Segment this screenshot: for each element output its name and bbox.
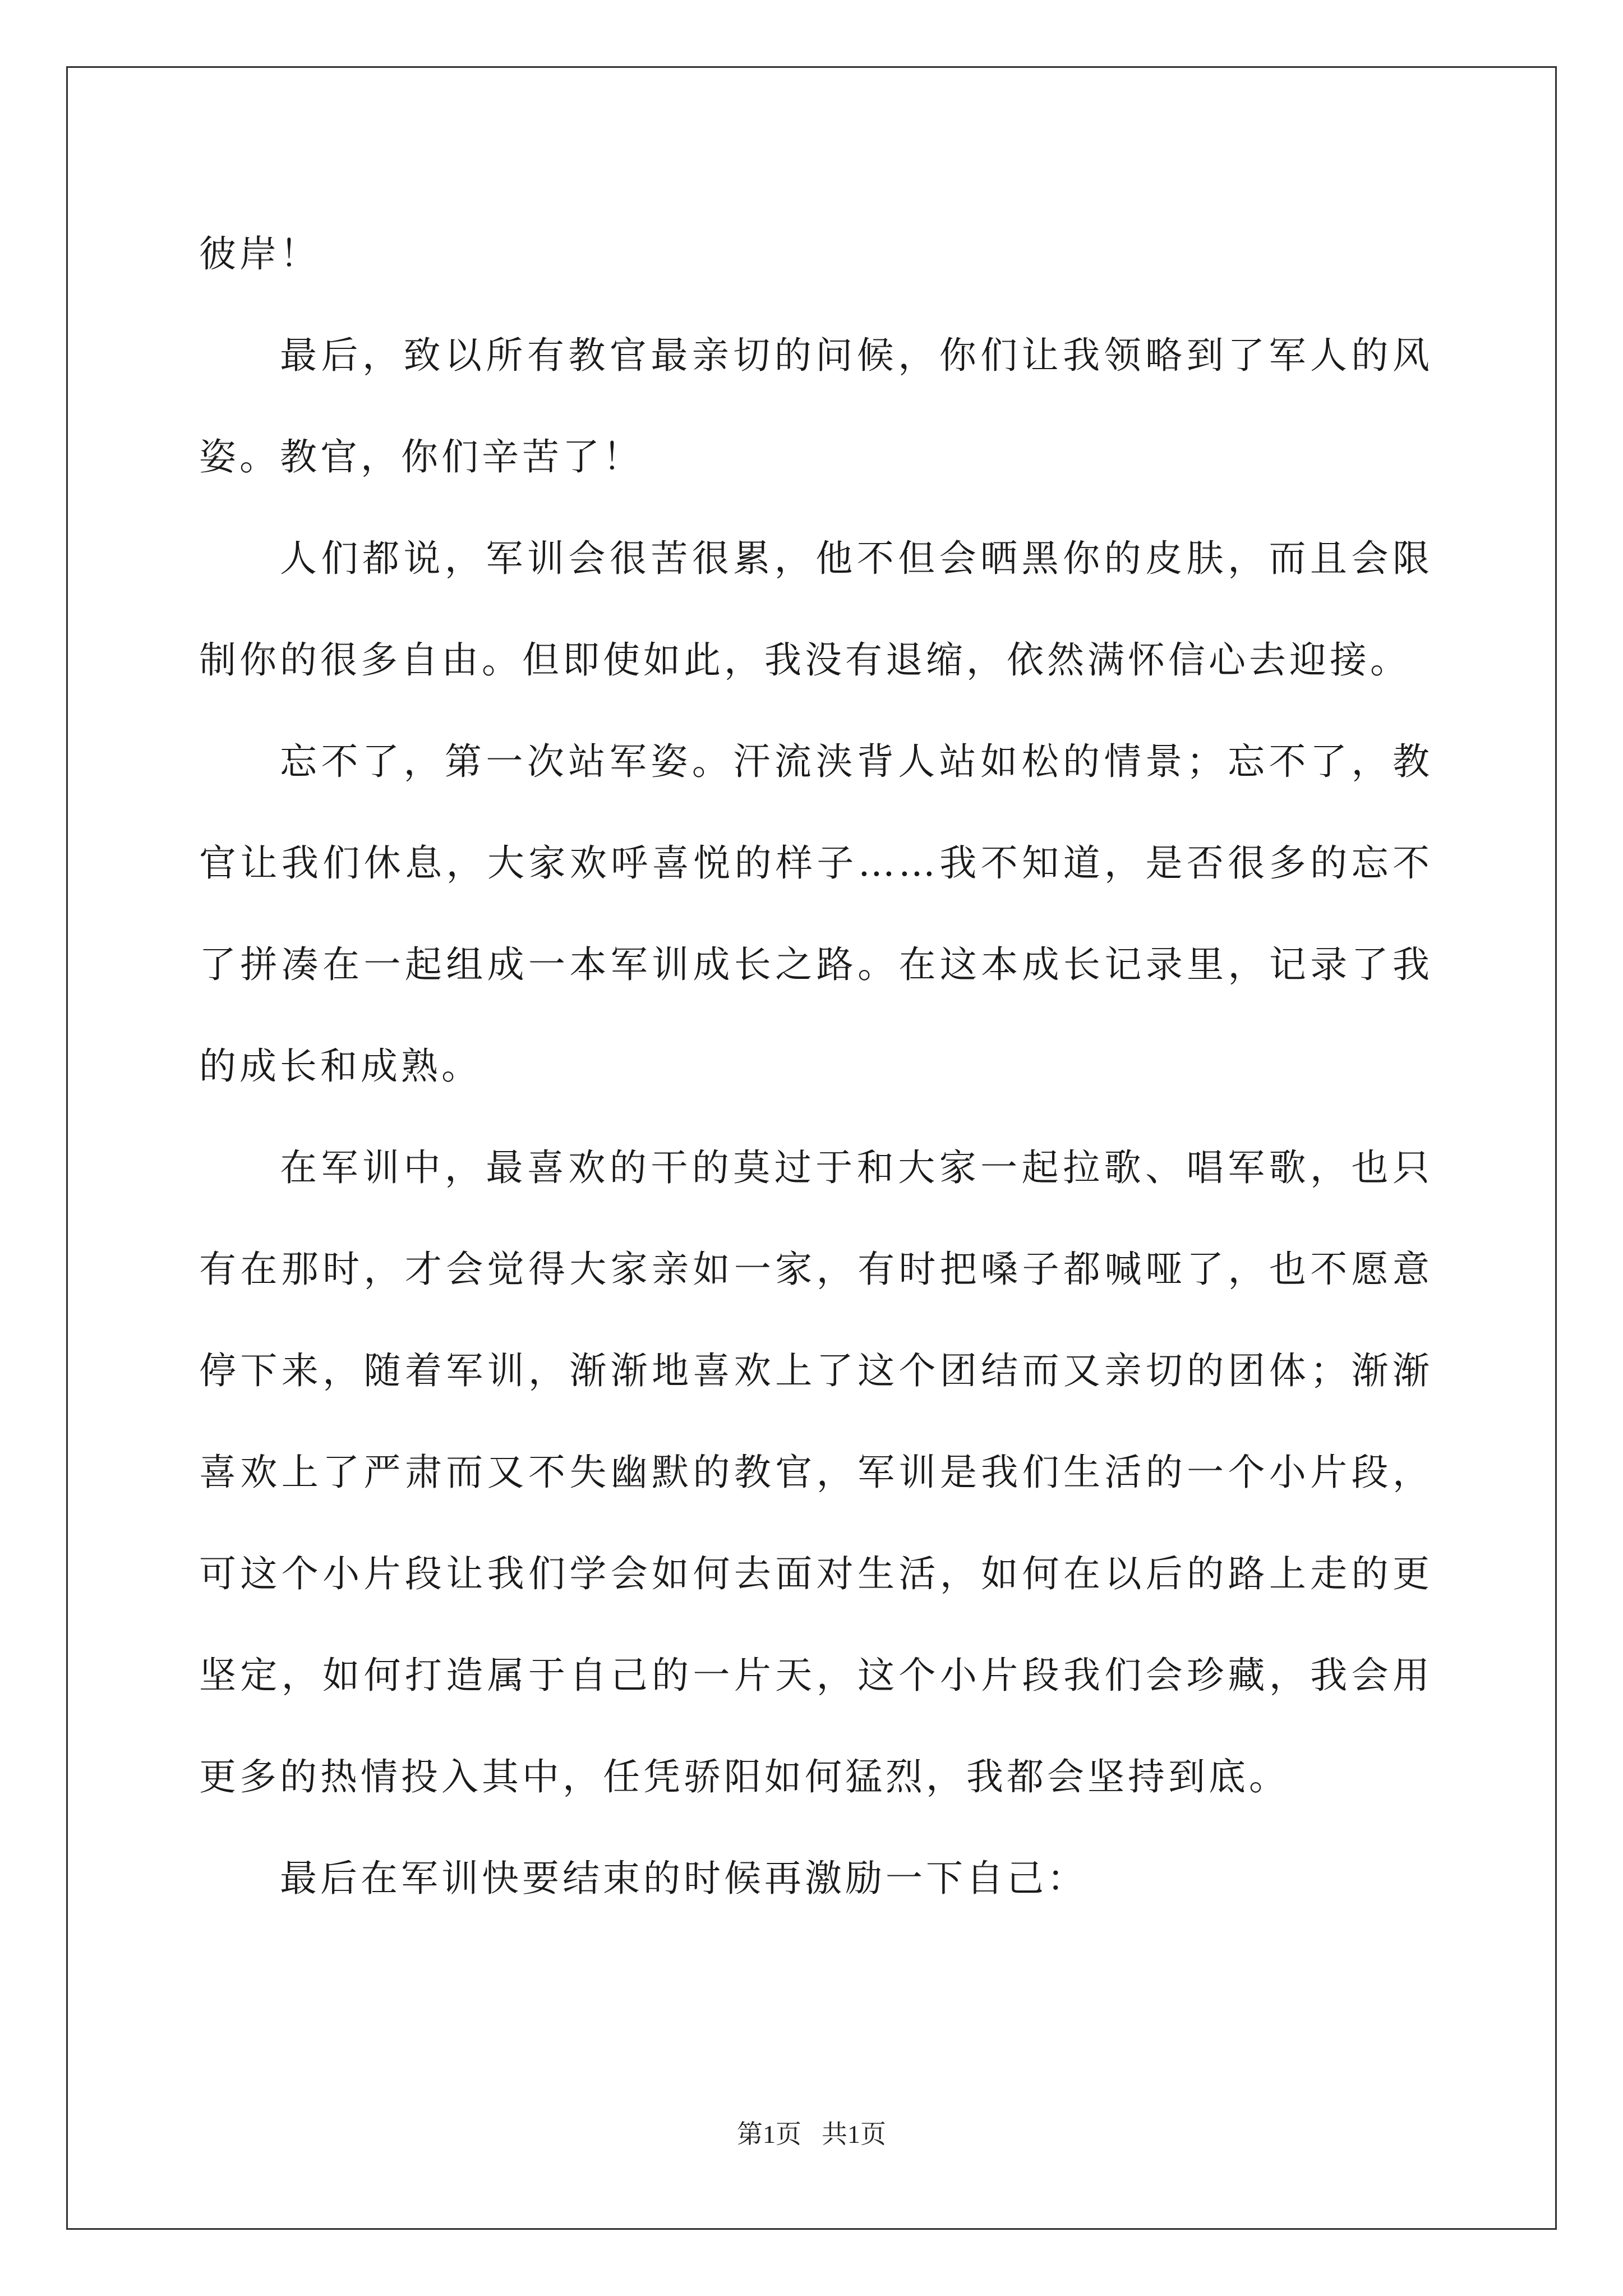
paragraph-5: 在军训中，最喜欢的干的莫过于和大家一起拉歌、唱军歌，也只有在那时，才会觉得大家亲如一家，有时把嗓子都喊哑了，也不愿意停下来，随着军训，渐渐地喜欢上了这个团结而又亲切的团体；渐渐喜欢上了严肃而又不失幽默的教官，军训是我们生活的一个小片段，可这个小片段让我们学会如何去面对生活，如何在以后的路上走的更坚定，如何打造属于自己的一片天，这个小片段我们会珍藏，我会用更多的热情投入其中，任凭骄阳如何猛烈，我都会坚持到底。 xyxy=(199,1146,1433,1798)
paragraph-1: 彼岸！ xyxy=(199,232,320,275)
document-body xyxy=(199,203,1433,1929)
paragraph-6: 最后在军训快要结束的时候再激励一下自己： xyxy=(280,1857,1087,1900)
paragraph-4: 忘不了，第一次站军姿。汗流浃背人站如松的情景；忘不了，教官让我们休息，大家欢呼喜悦的样子……我不知道，是否很多的忘不了拼凑在一起组成一本军训成长之路。在这本成长记录里，记录了我的成长和成熟。 xyxy=(199,740,1433,1088)
paragraph-3: 人们都说，军训会很苦很累，他不但会晒黑你的皮肤，而且会限制你的很多自由。但即使如此，我没有退缩，依然满怀信心去迎接。 xyxy=(199,537,1433,682)
paragraph-2: 最后，致以所有教官最亲切的问候，你们让我领略到了军人的风姿。教官，你们辛苦了！ xyxy=(199,334,1433,478)
page-footer xyxy=(0,2118,1623,2151)
total-pages-label: 共1页 xyxy=(822,2120,886,2148)
current-page-label: 第1页 xyxy=(737,2120,801,2148)
